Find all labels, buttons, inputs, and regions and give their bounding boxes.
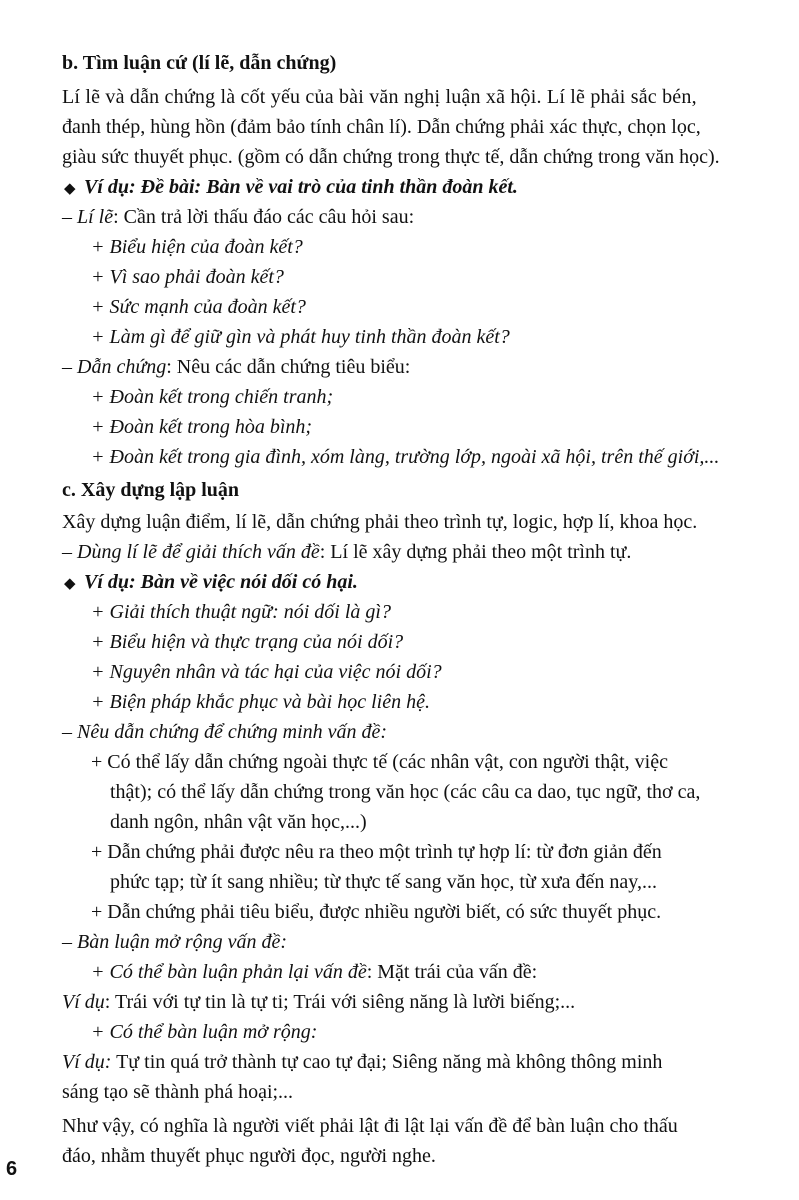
vd2-label: Ví dụ: (62, 1051, 112, 1073)
example-text: Ví dụ: Bàn về việc nói dối có hại. (84, 571, 358, 593)
list-item: + Biện pháp khắc phục và bài học liên hệ. (91, 691, 430, 713)
dung-text: : Lí lẽ xây dựng phải theo một trình tự. (319, 541, 632, 563)
list-item: + Dẫn chứng phải tiêu biểu, được nhiều người biết, có sức thuyết phục. (91, 901, 662, 923)
vd1-line (62, 990, 575, 1014)
conclusion-line: Như vậy, có nghĩa là người viết phải lật đi lật lại vấn đề để bàn luận cho thấu (62, 1115, 678, 1137)
list-item: + Dẫn chứng phải được nêu ra theo một trình tự hợp lí: từ đơn giản đến (91, 841, 662, 863)
list-item: + Sức mạnh của đoàn kết? (91, 296, 306, 318)
list-item-continuation: danh ngôn, nhân vật văn học,...) (110, 811, 367, 833)
list-item: + Vì sao phải đoàn kết? (91, 266, 284, 288)
lile-text: : Cần trả lời thấu đáo các câu hỏi sau: (113, 206, 415, 228)
vd2-line (62, 1050, 662, 1074)
phanlai-line (91, 960, 537, 984)
phanlai-label: + Có thể bàn luận phản lại vấn đề (91, 961, 367, 983)
neu-heading: – Nêu dẫn chứng để chứng minh vấn đề: (62, 721, 388, 743)
list-item: + Làm gì để giữ gìn và phát huy tinh thần đoàn kết? (91, 326, 510, 348)
section-b-paragraph-line: Lí lẽ và dẫn chứng là cốt yếu của bài văn nghị luận xã hội. Lí lẽ phải sắc bén, (62, 86, 697, 108)
vd1-label: Ví dụ (62, 991, 105, 1013)
list-item: + Đoàn kết trong hòa bình; (91, 416, 313, 438)
list-item-continuation: thật); có thể lấy dẫn chứng trong văn học (các câu ca dao, tục ngữ, thơ ca, (110, 781, 701, 803)
list-item: + Giải thích thuật ngữ: nói dối là gì? (91, 601, 391, 623)
example-text: Ví dụ: Đề bài: Bàn về vai trò của tinh thần đoàn kết. (84, 176, 518, 198)
vd1-text: : Trái với tự tin là tự ti; Trái với siêng năng là lười biếng;... (104, 991, 576, 1013)
danchung-line (62, 355, 410, 379)
example-line (64, 175, 518, 201)
section-b-heading: b. Tìm luận cứ (lí lẽ, dẫn chứng) (62, 52, 337, 74)
ban-heading: – Bàn luận mở rộng vấn đề: (62, 931, 288, 953)
lile-line (62, 205, 414, 229)
section-c-heading: c. Xây dựng lập luận (62, 479, 240, 501)
list-item: + Có thể lấy dẫn chứng ngoài thực tế (các nhân vật, con người thật, việc (91, 751, 668, 773)
vd2-continuation: sáng tạo sẽ thành phá hoại;... (62, 1081, 294, 1103)
list-item-continuation: phức tạp; từ ít sang nhiều; từ thực tế sang văn học, từ xưa đến nay,... (110, 871, 657, 893)
danchung-text: : Nêu các dẫn chứng tiêu biểu: (166, 356, 411, 378)
dung-label: – Dùng lí lẽ để giải thích vấn đề (62, 541, 320, 563)
phanlai-text: : Mặt trái của vấn đề: (366, 961, 538, 983)
section-c-paragraph: Xây dựng luận điểm, lí lẽ, dẫn chứng phải theo trình tự, logic, hợp lí, khoa học. (62, 511, 698, 533)
conclusion-line: đáo, nhằm thuyết phục người đọc, người nghe. (62, 1145, 436, 1167)
vd2-text: Tự tin quá trở thành tự cao tự đại; Siêng năng mà không thông minh (111, 1051, 663, 1073)
list-item: + Đoàn kết trong gia đình, xóm làng, trường lớp, ngoài xã hội, trên thế giới,... (91, 446, 720, 468)
list-item: + Biểu hiện của đoàn kết? (91, 236, 303, 258)
list-item: + Nguyên nhân và tác hại của việc nói dối? (91, 661, 442, 683)
diamond-bullet-icon: ◆ (64, 181, 76, 197)
list-item: + Biểu hiện và thực trạng của nói dối? (91, 631, 404, 653)
section-b-paragraph-line: giàu sức thuyết phục. (gồm có dẫn chứng trong thực tế, dẫn chứng trong văn học). (62, 146, 720, 168)
diamond-bullet-icon: ◆ (64, 576, 76, 592)
morong-line: + Có thể bàn luận mở rộng: (91, 1021, 318, 1043)
list-item: + Đoàn kết trong chiến tranh; (91, 386, 334, 408)
page-number: 6 (6, 1158, 18, 1180)
dung-line (62, 540, 631, 564)
example-line (64, 570, 358, 596)
lile-label: – Lí lẽ (62, 206, 114, 228)
danchung-label: – Dẫn chứng (62, 356, 167, 378)
section-b-paragraph-line: đanh thép, hùng hồn (đảm bảo tính chân lí). Dẫn chứng phải xác thực, chọn lọc, (62, 116, 701, 138)
